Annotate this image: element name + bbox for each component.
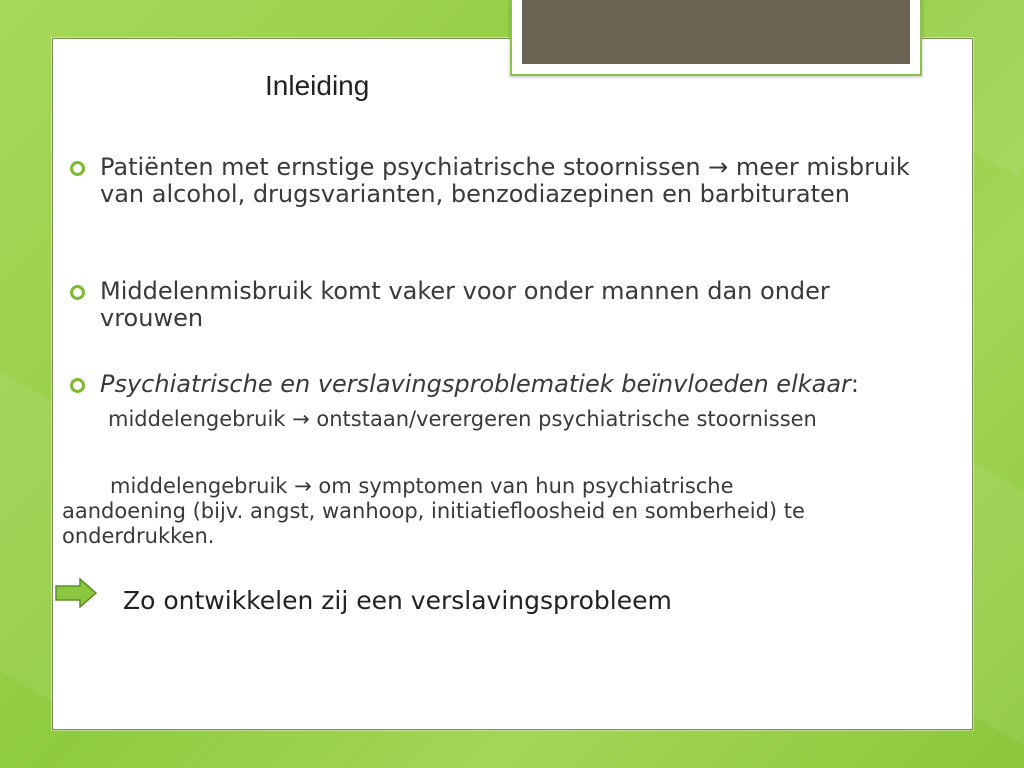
bullet-item — [70, 154, 940, 208]
bullet-text-italic: Psychiatrische en verslavingsproblematiek beïnvloeden elkaar — [100, 370, 851, 398]
header-photo — [522, 0, 910, 64]
bullet-text-tail: : — [850, 370, 860, 398]
sub-line: onderdrukken. — [62, 524, 215, 548]
slide-title: Inleiding — [265, 70, 370, 101]
right-arrow-icon — [55, 578, 97, 608]
circle-bullet-icon — [70, 161, 85, 176]
bullet-text: Middelenmisbruik komt vaker voor onder mannen dan onder vrouwen — [100, 277, 830, 332]
circle-bullet-icon — [70, 378, 85, 393]
bullet-item — [70, 371, 940, 398]
sub-line: aandoening (bijv. angst, wanhoop, initiatiefloosheid en somberheid) te — [62, 499, 805, 523]
bullet-item — [70, 278, 940, 332]
circle-bullet-icon — [70, 285, 85, 300]
sub-line: middelengebruik → ontstaan/verergeren psychiatrische stoornissen — [108, 407, 817, 431]
sub-line: middelengebruik → om symptomen van hun psychiatrische — [110, 474, 734, 498]
conclusion-text: Zo ontwikkelen zij een verslavingsprobleem — [123, 586, 672, 615]
bullet-text: Patiënten met ernstige psychiatrische stoornissen → meer misbruik van alcohol, drugsvarianten, benzodiazepinen en barbituraten — [100, 153, 910, 208]
photo-frame — [510, 0, 922, 76]
